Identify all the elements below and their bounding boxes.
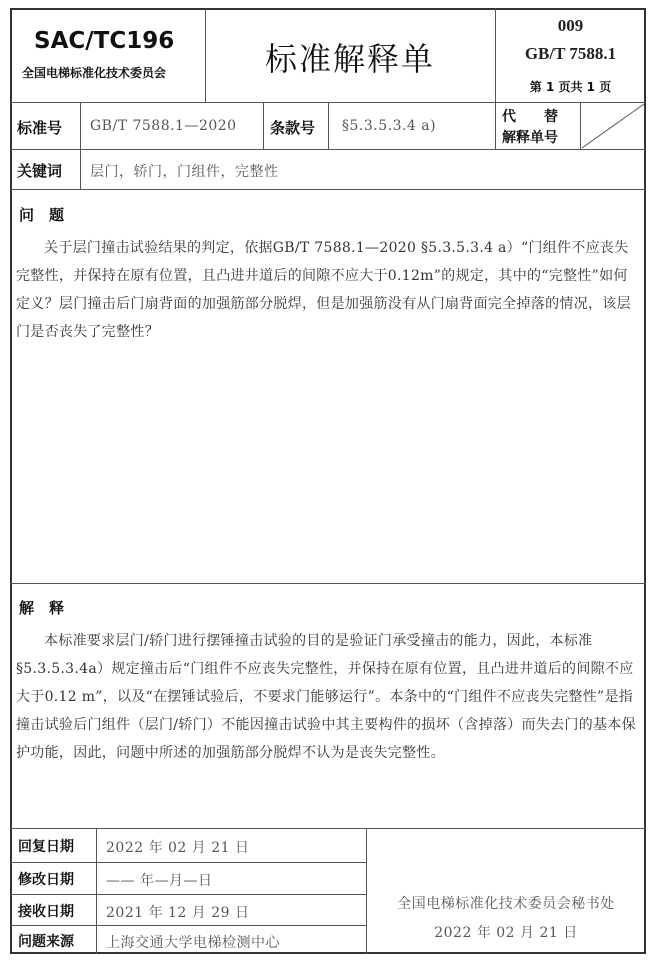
footer-row-line-2 [10,894,366,895]
clause-number-label: 条款号 [270,119,316,137]
page-info: 第 1 页共 1 页 [529,80,612,94]
modify-date-value: —— 年—月—日 [106,873,213,889]
keyword-divider [10,189,646,190]
receive-date-value: 2021 年 12 月 29 日 [106,905,250,921]
doc-number: 009 [557,16,584,35]
doc-standard: GB/T 7588.1 [524,44,617,63]
answer-body: 本标准要求层门/轿门进行摆锤撞击试验的目的是验证门承受撞击的能力，因此，本标准§5.3.5.3.4a）规定撞击后“门组件不应丧失完整性，并保持在原有位置，且凸进井道后的间隙不应大于0.12 m”，以及“在摆锤试验后，不要求门能够运行”。本条中的“门组件不应丧失完整性”是指撞击试验后门组件（层门/轿门）不能因撞击试验中其主要构件的损坏（含掉落）而失去门的基本保护功能，因此，问题中所述的加强筋部分脱焊不认为是丧失完整性。 [16,633,636,761]
standard-number-value: GB/T 7588.1—2020 [90,118,237,134]
reply-date-label: 回复日期 [18,839,74,855]
issue-date: 2022 年 02 月 21 日 [434,925,578,941]
footer-row-line-3 [10,925,366,926]
replace-label-line-2: 解释单号 [502,130,558,146]
form-title: 标准解释单 [264,40,435,78]
receive-date-label: 接收日期 [18,904,74,920]
footer-vline-label [96,828,97,954]
issuer-name: 全国电梯标准化技术委员会秘书处 [397,896,615,912]
meta-vline-label [80,102,81,190]
answer-divider [10,828,646,829]
standard-number-label: 标准号 [17,119,63,137]
reply-date-value: 2022 年 02 月 21 日 [106,840,250,856]
question-source-value: 上海交通大学电梯检测中心 [106,935,280,951]
keywords-value: 层门，轿门，门组件，完整性 [90,164,279,180]
empty-cell-slash [580,102,646,149]
replace-label-line-1: 代 替 [502,109,558,125]
org-name: 全国电梯标准化技术委员会 [22,66,167,80]
question-divider [10,583,646,584]
meta-vline-clause-value [328,102,329,150]
meta-vline-clause-label [263,102,264,150]
clause-number-value: §5.3.5.3.4 a) [342,118,437,134]
footer-row-line-1 [10,862,366,863]
keywords-label: 关键词 [17,162,63,180]
question-heading: 问 题 [19,206,65,224]
org-code: SAC/TC196 [34,28,175,54]
question-source-label: 问题来源 [18,934,74,950]
modify-date-label: 修改日期 [18,872,74,888]
answer-heading: 解 释 [19,599,65,617]
question-body: 关于层门撞击试验结果的判定，依据GB/T 7588.1—2020 §5.3.5.3.4 a）“门组件不应丧失完整性，并保持在原有位置，且凸进井道后的间隙不应大于0.12m”的规定，其中的“完整性”如何定义？层门撞击后门扇背面的加强筋部分脱焊，但是加强筋没有从门扇背面完全掉落的情况，该层门是否丧失了完整性？ [16,240,631,340]
